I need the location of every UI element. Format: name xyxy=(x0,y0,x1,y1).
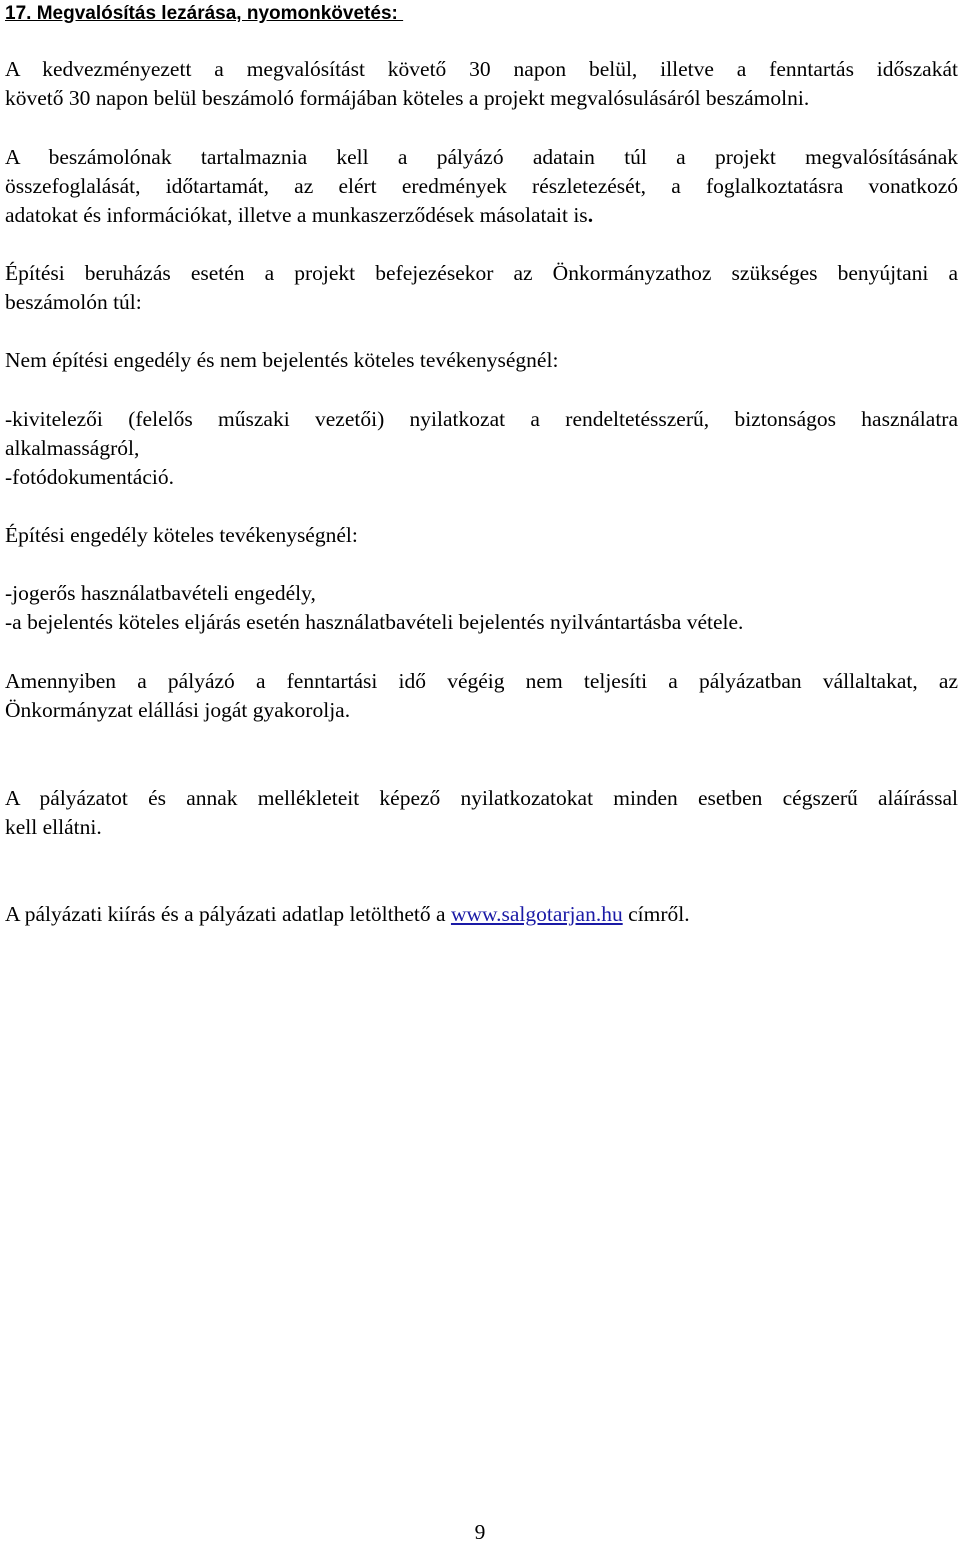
paragraph-withdrawal-right xyxy=(5,667,958,725)
text-line: összefoglalását, időtartamát, az elért eredmények részletezését, a foglalkoztatásra vonatkozó xyxy=(5,174,958,198)
website-link[interactable]: www.salgotarjan.hu xyxy=(450,902,623,926)
paragraph-permit-activity xyxy=(5,521,958,550)
text-line: A beszámolónak tartalmaznia kell a pályázó adatain túl a projekt megvalósításának xyxy=(5,145,958,169)
paragraph-report-contents xyxy=(5,143,958,230)
list-non-permit-requirements xyxy=(5,405,958,492)
text-line: követő 30 napon belül beszámoló formájában köteles a projekt megvalósulásáról beszámolni. xyxy=(5,86,810,110)
paragraph-construction-investment xyxy=(5,259,958,317)
text-line: Amennyiben a pályázó a fenntartási idő végéig nem teljesíti a pályázatban vállaltakat, az xyxy=(5,669,958,693)
paragraph-download-info xyxy=(5,900,958,929)
text-line: A pályázatot és annak mellékleteit képező nyilatkozatokat minden esetben cégszerű aláírással xyxy=(5,786,958,810)
text-line xyxy=(5,201,958,230)
text-fragment: adatokat és információkat, illetve a munkaszerződések másolatait is xyxy=(5,203,588,227)
list-item: -a bejelentés köteles eljárás esetén használatbavételi bejelentés nyilvántartásba vétele. xyxy=(5,610,744,634)
text-line: A kedvezményezett a megvalósítást követő 30 napon belül, illetve a fenntartás időszakát xyxy=(5,57,958,81)
list-item: alkalmasságról, xyxy=(5,436,140,460)
text-line: beszámolón túl: xyxy=(5,290,142,314)
paragraph-report-deadline xyxy=(5,55,958,113)
paragraph-signature-requirement xyxy=(5,784,958,842)
text-line: Nem építési engedély és nem bejelentés köteles tevékenységnél: xyxy=(5,348,559,372)
list-item: -jogerős használatbavételi engedély, xyxy=(5,581,316,605)
list-item: -fotódokumentáció. xyxy=(5,465,174,489)
list-item: -kivitelezői (felelős műszaki vezetői) nyilatkozat a rendeltetésszerű, biztonságos használatra xyxy=(5,407,958,431)
text-fragment: címről. xyxy=(622,902,690,926)
text-fragment: . xyxy=(587,203,594,227)
text-line xyxy=(5,900,958,929)
text-line: kell ellátni. xyxy=(5,815,102,839)
list-permit-requirements xyxy=(5,579,958,637)
page-number: 9 xyxy=(474,1520,486,1544)
section-heading: 17. Megvalósítás lezárása, nyomonkövetés: xyxy=(5,3,404,24)
text-line: Építési beruházás esetén a projekt befejezésekor az Önkormányzathoz szükséges benyújtani a xyxy=(5,261,958,285)
text-line: Építési engedély köteles tevékenységnél: xyxy=(5,523,358,547)
text-line: Önkormányzat elállási jogát gyakorolja. xyxy=(5,698,351,722)
text-fragment: A pályázati kiírás és a pályázati adatlap letölthető a xyxy=(5,902,451,926)
paragraph-non-permit-activity xyxy=(5,346,958,375)
